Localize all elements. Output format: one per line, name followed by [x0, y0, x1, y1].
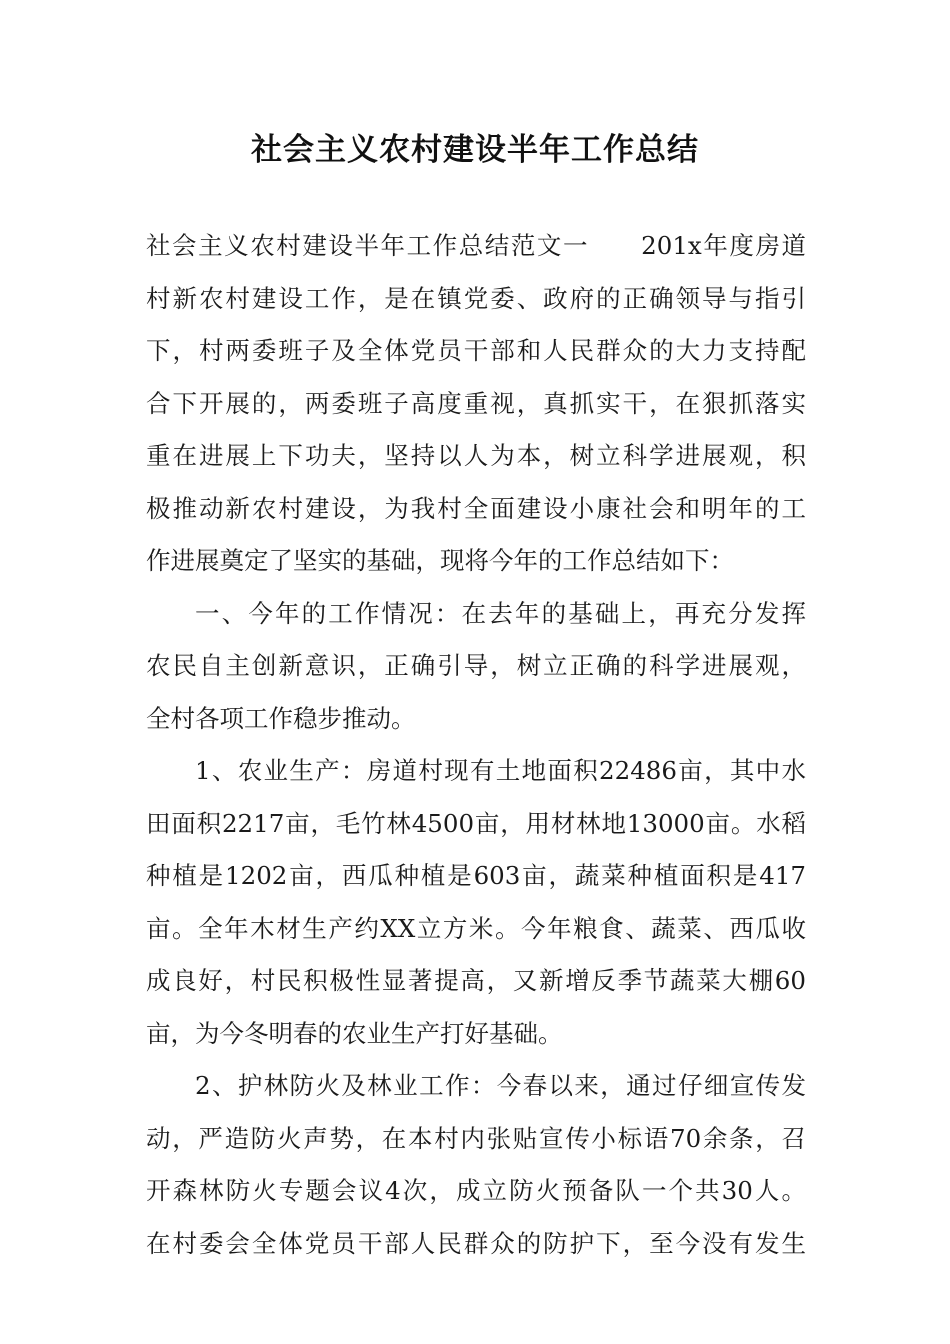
body-line: 一、今年的工作情况：在去年的基础上，再充分发挥 — [195, 598, 806, 628]
body-line: 动，严造防火声势，在本村内张贴宣传小标语70余条，召 — [146, 1123, 806, 1153]
body-line: 极推动新农村建设，为我村全面建设小康社会和明年的工 — [146, 493, 806, 523]
body-line: 在村委会全体党员干部人民群众的防护下，至今没有发生 — [146, 1228, 806, 1258]
body-line: 重在进展上下功夫，坚持以人为本，树立科学进展观，积 — [146, 441, 806, 470]
body-line: 村新农村建设工作，是在镇党委、政府的正确领导与指引 — [146, 283, 806, 313]
document-title: 社会主义农村建设半年工作总结 — [251, 132, 699, 168]
body-line: 开森林防火专题会议4次，成立防火预备队一个共30人。 — [146, 1176, 806, 1205]
body-line: 下，村两委班子及全体党员干部和人民群众的大力支持配 — [146, 336, 806, 365]
document-body — [146, 220, 806, 1270]
body-line: 社会主义农村建设半年工作总结范文一 201x年度房道 — [146, 231, 806, 260]
body-line: 亩。全年木材生产约XX立方米。今年粮食、蔬菜、西瓜收 — [146, 913, 806, 943]
body-line: 亩，为今冬明春的农业生产打好基础。 — [146, 1018, 563, 1048]
body-line: 合下开展的，两委班子高度重视，真抓实干，在狠抓落实 — [146, 388, 806, 418]
body-line: 农民自主创新意识，正确引导，树立正确的科学进展观， — [146, 651, 806, 680]
body-line: 全村各项工作稳步推动。 — [146, 703, 416, 733]
body-line: 作进展奠定了坚实的基础，现将今年的工作总结如下： — [146, 546, 734, 575]
body-line: 2、护林防火及林业工作：今春以来，通过仔细宣传发 — [195, 1071, 806, 1100]
body-line: 种植是1202亩，西瓜种植是603亩，蔬菜种植面积是417 — [146, 861, 806, 890]
body-line: 田面积2217亩，毛竹林4500亩，用材林地13000亩。水稻 — [146, 808, 806, 838]
body-line: 1、农业生产：房道村现有土地面积22486亩，其中水 — [195, 756, 806, 785]
body-line: 成良好，村民积极性显著提高，又新增反季节蔬菜大棚60 — [146, 966, 806, 995]
